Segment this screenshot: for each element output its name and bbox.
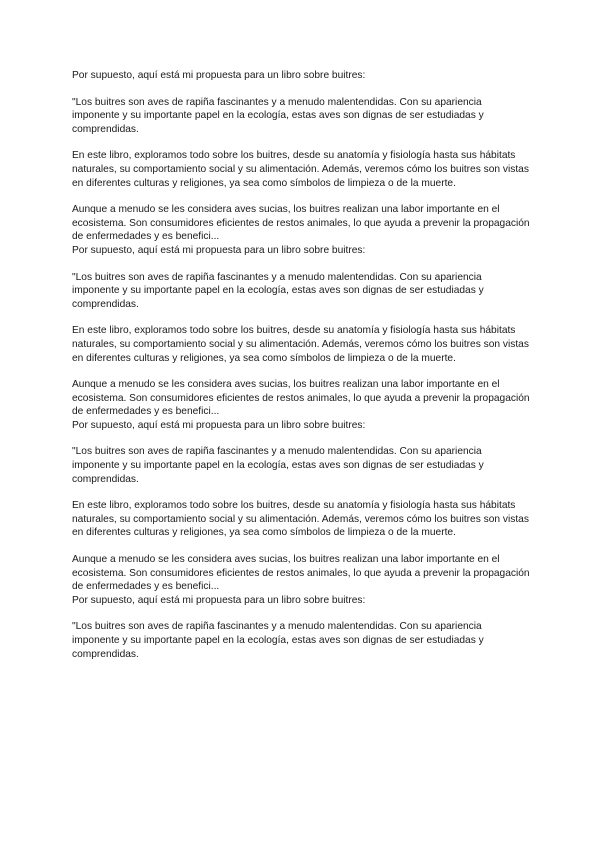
repeated-block-1	[72, 69, 532, 244]
paragraph-book-content: En este libro, exploramos todo sobre los buitres, desde su anatomía y fisiología hasta sus hábitats naturales, su comportamiento social y su alimentación. Además, veremos cómo los buitres son vistas en diferentes culturas y religiones, ya sea como símbolos de limpieza o de la muerte.	[72, 500, 529, 539]
paragraph-vultures-intro: "Los buitres son aves de rapiña fascinantes y a menudo malentendidas. Con su apariencia imponente y su importante papel en la ecología, estas aves son dignas de ser estudiadas y comprendidas.	[72, 621, 484, 660]
paragraph-book-content: En este libro, exploramos todo sobre los buitres, desde su anatomía y fisiología hasta sus hábitats naturales, su comportamiento social y su alimentación. Además, veremos cómo los buitres son vistas en diferentes culturas y religiones, ya sea como símbolos de limpieza o de la muerte.	[72, 325, 529, 364]
paragraph-book-content: En este libro, exploramos todo sobre los buitres, desde su anatomía y fisiología hasta sus hábitats naturales, su comportamiento social y su alimentación. Además, veremos cómo los buitres son vistas en diferentes culturas y religiones, ya sea como símbolos de limpieza o de la muerte.	[72, 150, 529, 189]
paragraph-ecosystem-role: Aunque a menudo se les considera aves sucias, los buitres realizan una labor importante en el ecosistema. Son consumidores eficientes de restos animales, lo que ayuda a prevenir la propagación de enfermedades y es benefici...	[72, 379, 530, 418]
paragraph-ecosystem-role: Aunque a menudo se les considera aves sucias, los buitres realizan una labor importante en el ecosistema. Son consumidores eficientes de restos animales, lo que ayuda a prevenir la propagación de enfermedades y es benefici...	[72, 554, 530, 593]
repeated-block-2	[72, 244, 532, 419]
document-body	[72, 69, 532, 661]
paragraph-vultures-intro: "Los buitres son aves de rapiña fascinantes y a menudo malentendidas. Con su apariencia imponente y su importante papel en la ecología, estas aves son dignas de ser estudiadas y comprendidas.	[72, 446, 484, 485]
intro-line: Por supuesto, aquí está mi propuesta para un libro sobre buitres:	[72, 244, 366, 256]
paragraph-vultures-intro: "Los buitres son aves de rapiña fascinantes y a menudo malentendidas. Con su apariencia imponente y su importante papel en la ecología, estas aves son dignas de ser estudiadas y comprendidas.	[72, 271, 484, 310]
repeated-block-4	[72, 594, 532, 661]
paragraph-vultures-intro: "Los buitres son aves de rapiña fascinantes y a menudo malentendidas. Con su apariencia imponente y su importante papel en la ecología, estas aves son dignas de ser estudiadas y comprendidas.	[72, 96, 484, 135]
intro-line: Por supuesto, aquí está mi propuesta para un libro sobre buitres:	[72, 70, 366, 81]
paragraph-ecosystem-role: Aunque a menudo se les considera aves sucias, los buitres realizan una labor importante en el ecosistema. Son consumidores eficientes de restos animales, lo que ayuda a prevenir la propagación de enfermedades y es benefici...	[72, 204, 530, 243]
repeated-block-3	[72, 419, 532, 594]
intro-line: Por supuesto, aquí está mi propuesta para un libro sobre buitres:	[72, 419, 366, 431]
intro-line: Por supuesto, aquí está mi propuesta para un libro sobre buitres:	[72, 594, 366, 606]
